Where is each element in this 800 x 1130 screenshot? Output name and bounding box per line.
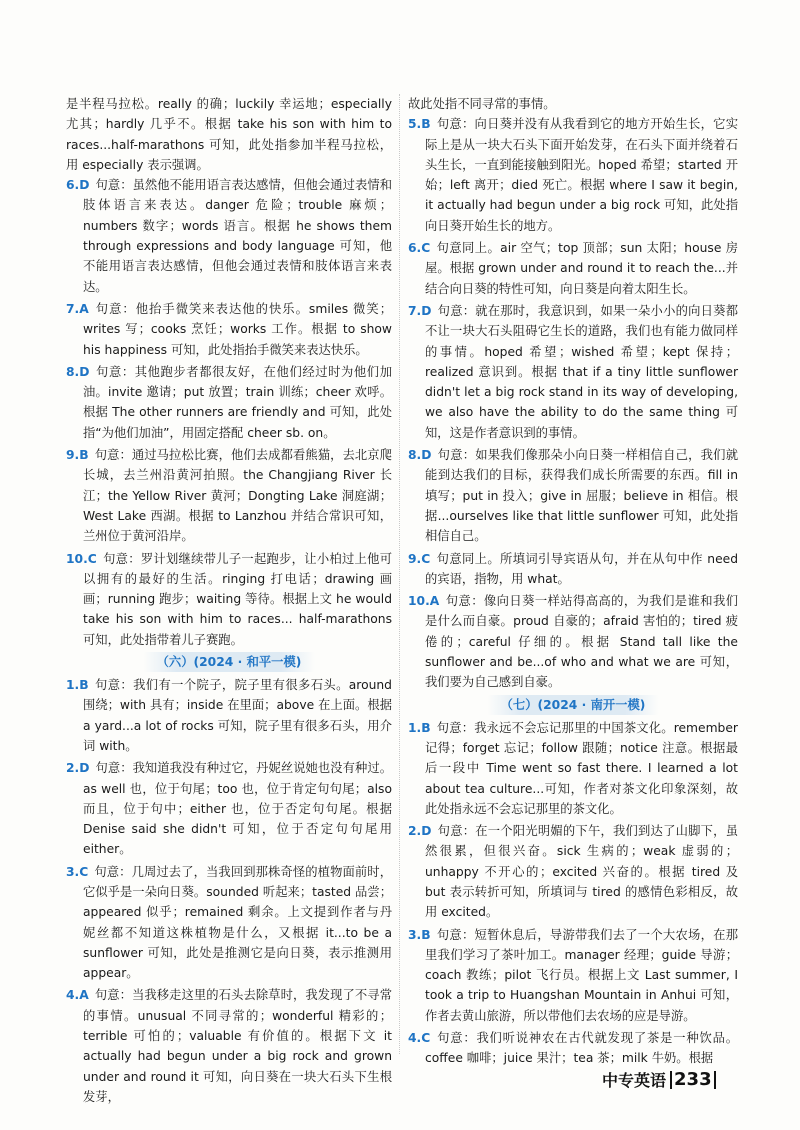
question-number: 1. <box>66 678 80 693</box>
explanation-text: 句意同上。所填词引导宾语从句，并在从句中作 need 的宾语，指物，用 what。 <box>425 551 738 586</box>
question-number: 7. <box>408 303 422 318</box>
explanation-text: 句意：我知道我没有种过它，丹妮丝说她也没有种过。as well 也，位于句尾；too 也，位于肯定句句尾；also 而且，位于句中；either 也，位于否定句句尾。根据 Denise said she didn't 可知，位于否定句句尾用 either。 <box>83 761 392 857</box>
answer-entry <box>408 821 738 922</box>
entries-group <box>66 675 392 1107</box>
answer-letter: C <box>421 551 431 566</box>
question-number: 5. <box>408 117 422 132</box>
question-number: 9. <box>66 448 80 463</box>
answer-entry <box>408 591 738 692</box>
page-footer <box>602 1068 716 1091</box>
column-divider <box>399 94 400 1054</box>
entries-group <box>408 718 738 1069</box>
answer-letter: C <box>79 864 89 879</box>
question-number: 6. <box>66 178 80 193</box>
question-number: 4. <box>66 988 80 1003</box>
explanation-text: 句意：罗计划继续带儿子一起跑步，让小柏过上他可以拥有的最好的生活。ringing 打电话；drawing 画画；running 跑步；waiting 等待。根据上文 he would take his son with him to races... half-marathons 可知，此处指带着儿子赛跑。 <box>83 551 392 647</box>
answer-entry <box>66 175 392 297</box>
answer-entry <box>408 925 738 1026</box>
answer-entry <box>408 718 738 819</box>
answer-letter: A <box>79 301 89 316</box>
answer-entry <box>408 238 738 299</box>
answer-entry <box>66 299 392 360</box>
section-banner <box>408 695 738 715</box>
continuation-text: 故此处指不同寻常的事情。 <box>408 97 556 111</box>
question-number: 6. <box>408 241 422 256</box>
explanation-text: 句意：向日葵并没有从我看到它的地方开始生长，它实际上是从一块大石头下面开始发芽，在石头下面并绕着石头生长，一直到能接触到阳光。hoped 希望；started 开始；left 离开；died 死亡。根据 where I saw it begin, it actually had begun under a big rock 可知，此处指向日葵开始生长的地方。 <box>425 117 738 233</box>
question-number: 10. <box>408 594 430 609</box>
question-number: 8. <box>408 448 422 463</box>
section-banner <box>66 652 392 672</box>
explanation-text: 句意：虽然他不能用语言表达感情，但他会通过表情和肢体语言来表达。danger 危险；trouble 麻烦；numbers 数字；words 语言。根据 he shows them through expressions and body language 可知，他不能用语言表达感情，但他会通过表情和肢体语言来表达。 <box>83 178 392 294</box>
explanation-text: 句意同上。air 空气；top 顶部；sun 太阳；house 房屋。根据 grown under and round it to reach the...并结合向日葵的特性可知，向日葵是向着太阳生长。 <box>425 241 738 296</box>
answer-entry <box>66 862 392 984</box>
answer-entry <box>66 985 392 1107</box>
answer-entry <box>408 549 738 590</box>
explanation-text: 句意：就在那时，我意识到，如果一朵小小的向日葵都不让一块大石头阻碍它生长的道路，我们也有能力做同样的事情。hoped 希望；wished 希望；kept 保持；realized 意识到。根据 that if a tiny little sunflower didn't let a big rock stand in its way of developing, we also have the ability to do the same thing 可知，这是作者意识到的事情。 <box>425 303 738 440</box>
question-number: 2. <box>66 761 80 776</box>
answer-letter: B <box>79 448 89 463</box>
answer-entry <box>408 1028 738 1069</box>
answer-letter: D <box>421 824 432 839</box>
answer-letter: B <box>421 720 431 735</box>
question-number: 8. <box>66 364 80 379</box>
entries-group <box>408 114 738 692</box>
answer-entry <box>66 675 392 756</box>
answer-letter: C <box>421 1031 431 1046</box>
question-number: 3. <box>408 927 422 942</box>
answer-letter: D <box>421 303 432 318</box>
explanation-text: 句意：我们听说神农在古代就发现了茶是一种饮品。coffee 咖啡；juice 果汁；tea 茶；milk 牛奶。根据 <box>425 1031 738 1066</box>
answer-letter: B <box>79 678 89 693</box>
section-title: （六）(2024 · 和平一模) <box>143 652 316 672</box>
question-number: 7. <box>66 301 80 316</box>
answer-letter: D <box>79 761 90 776</box>
question-number: 10. <box>66 551 88 566</box>
explanation-text: 句意：短暂休息后，导游带我们去了一个大农场，在那里我们学习了茶叶加工。manager 经理；guide 导游；coach 教练；pilot 飞行员。根据上文 Last summer, I took a trip to Huangshan Mountain in Anhui 可知，作者去黄山旅游，所以带他们去农场的应是导游。 <box>425 927 738 1023</box>
answer-letter: A <box>79 988 89 1003</box>
explanation-text: 句意：在一个阳光明媚的下午，我们到达了山脚下，虽然很累，但很兴奋。sick 生病的；weak 虚弱的；unhappy 不开心的；excited 兴奋的。根据 tired 及 but 表示转折可知，所填词与 tired 的感情色彩相反，故用 excited。 <box>425 824 738 920</box>
question-number: 4. <box>408 1031 422 1046</box>
explanation-text: 句意：我们有一个院子，院子里有很多石头。around 围绕；with 具有；inside 在里面；above 在上面。根据 a yard...a lot of rocks 可知，院子里有很多石头，用介词 with。 <box>83 678 392 753</box>
answer-letter: A <box>429 594 440 609</box>
explanation-text: 句意：我永远不会忘记那里的中国茶文化。remember 记得；forget 忘记；follow 跟随；notice 注意。根据最后一段中 Time went so fast there. I learned a lot about tea culture...可知，作者对茶文化印象深刻，故此处指永远不会忘记那里的茶文化。 <box>425 720 738 816</box>
answer-entry <box>66 549 392 650</box>
left-column <box>66 94 392 1104</box>
answer-entry <box>66 362 392 443</box>
entries-group <box>66 175 392 650</box>
explanation-text: 句意：如果我们像那朵小向日葵一样相信自己，我们就能到达我们的目标，获得我们成长所需要的东西。fill in 填写；put in 投入；give in 屈服；believe in 相信。根据...ourselves like that little sunflower 可知，此处指相信自己。 <box>425 448 738 544</box>
explanation-text: 句意：其他跑步者都很友好，在他们经过时为他们加油。invite 邀请；put 放置；train 训练；cheer 欢呼。根据 The other runners are friendly and 可知，此处指“为他们加油”，用固定搭配 cheer sb. on。 <box>83 364 392 440</box>
page-number: 233 <box>670 1071 716 1089</box>
answer-letter: B <box>421 117 431 132</box>
answer-letter: C <box>421 241 431 256</box>
explanation-text: 句意：像向日葵一样站得高高的，为我们是谁和我们是什么而自豪。proud 自豪的；afraid 害怕的；tired 疲倦的；careful 仔细的。根据 Stand tall like the sunflower and be...of who and what we are 可知，我们要为自己感到自豪。 <box>425 594 738 690</box>
explanation-text: 句意：通过马拉松比赛，他们去成都看熊猫，去北京爬长城，去兰州沿黄河拍照。the Changjiang River 长江；the Yellow River 黄河；Dongting Lake 洞庭湖；West Lake 西湖。根据 to Lanzhou 并结合常识可知，兰州位于黄河沿岸。 <box>83 448 392 544</box>
question-number: 9. <box>408 551 422 566</box>
answer-letter: B <box>421 927 431 942</box>
continuation-text: 是半程马拉松。really 的确；luckily 幸运地；especially 尤其；hardly 几乎不。根据 take his son with him to races...half-marathons 可知，此处指参加半程马拉松，用 especially 表示强调。 <box>66 97 392 172</box>
answer-letter: D <box>79 364 90 379</box>
answer-entry <box>408 114 738 236</box>
answer-entry <box>408 445 738 546</box>
section-title: （七）(2024 · 南开一模) <box>487 695 660 715</box>
explanation-text: 句意：他抬手微笑来表达他的快乐。smiles 微笑；writes 写；cooks 烹饪；works 工作。根据 to show his happiness 可知，此处指抬手微笑来表达快乐。 <box>83 301 392 357</box>
answer-letter: D <box>79 178 90 193</box>
answer-letter: D <box>421 448 432 463</box>
answer-entry <box>408 301 738 443</box>
explanation-text: 句意：当我移走这里的石头去除草时，我发现了不寻常的事情。unusual 不同寻常的；wonderful 精彩的；terrible 可怕的；valuable 有价值的。根据下文 it actually had begun under a big rock and grown under and round it 可知，向日葵在一块大石头下生根发芽， <box>83 988 392 1104</box>
subject-label: 中专英语 <box>602 1071 667 1090</box>
answer-entry <box>66 758 392 859</box>
question-number: 2. <box>408 824 422 839</box>
answer-entry <box>66 445 392 546</box>
question-number: 3. <box>66 864 80 879</box>
explanation-text: 句意：几周过去了，当我回到那株奇怪的植物面前时，它似乎是一朵向日葵。sounded 听起来；tasted 品尝；appeared 似乎；remained 剩余。上文提到作者与丹妮丝都不知道这株植物是什么，又根据 it...to be a sunflower 可知，此处是推测它是向日葵，表示推测用 appear。 <box>83 864 392 981</box>
question-number: 1. <box>408 720 422 735</box>
right-column <box>408 94 738 1070</box>
answer-letter: C <box>87 551 97 566</box>
